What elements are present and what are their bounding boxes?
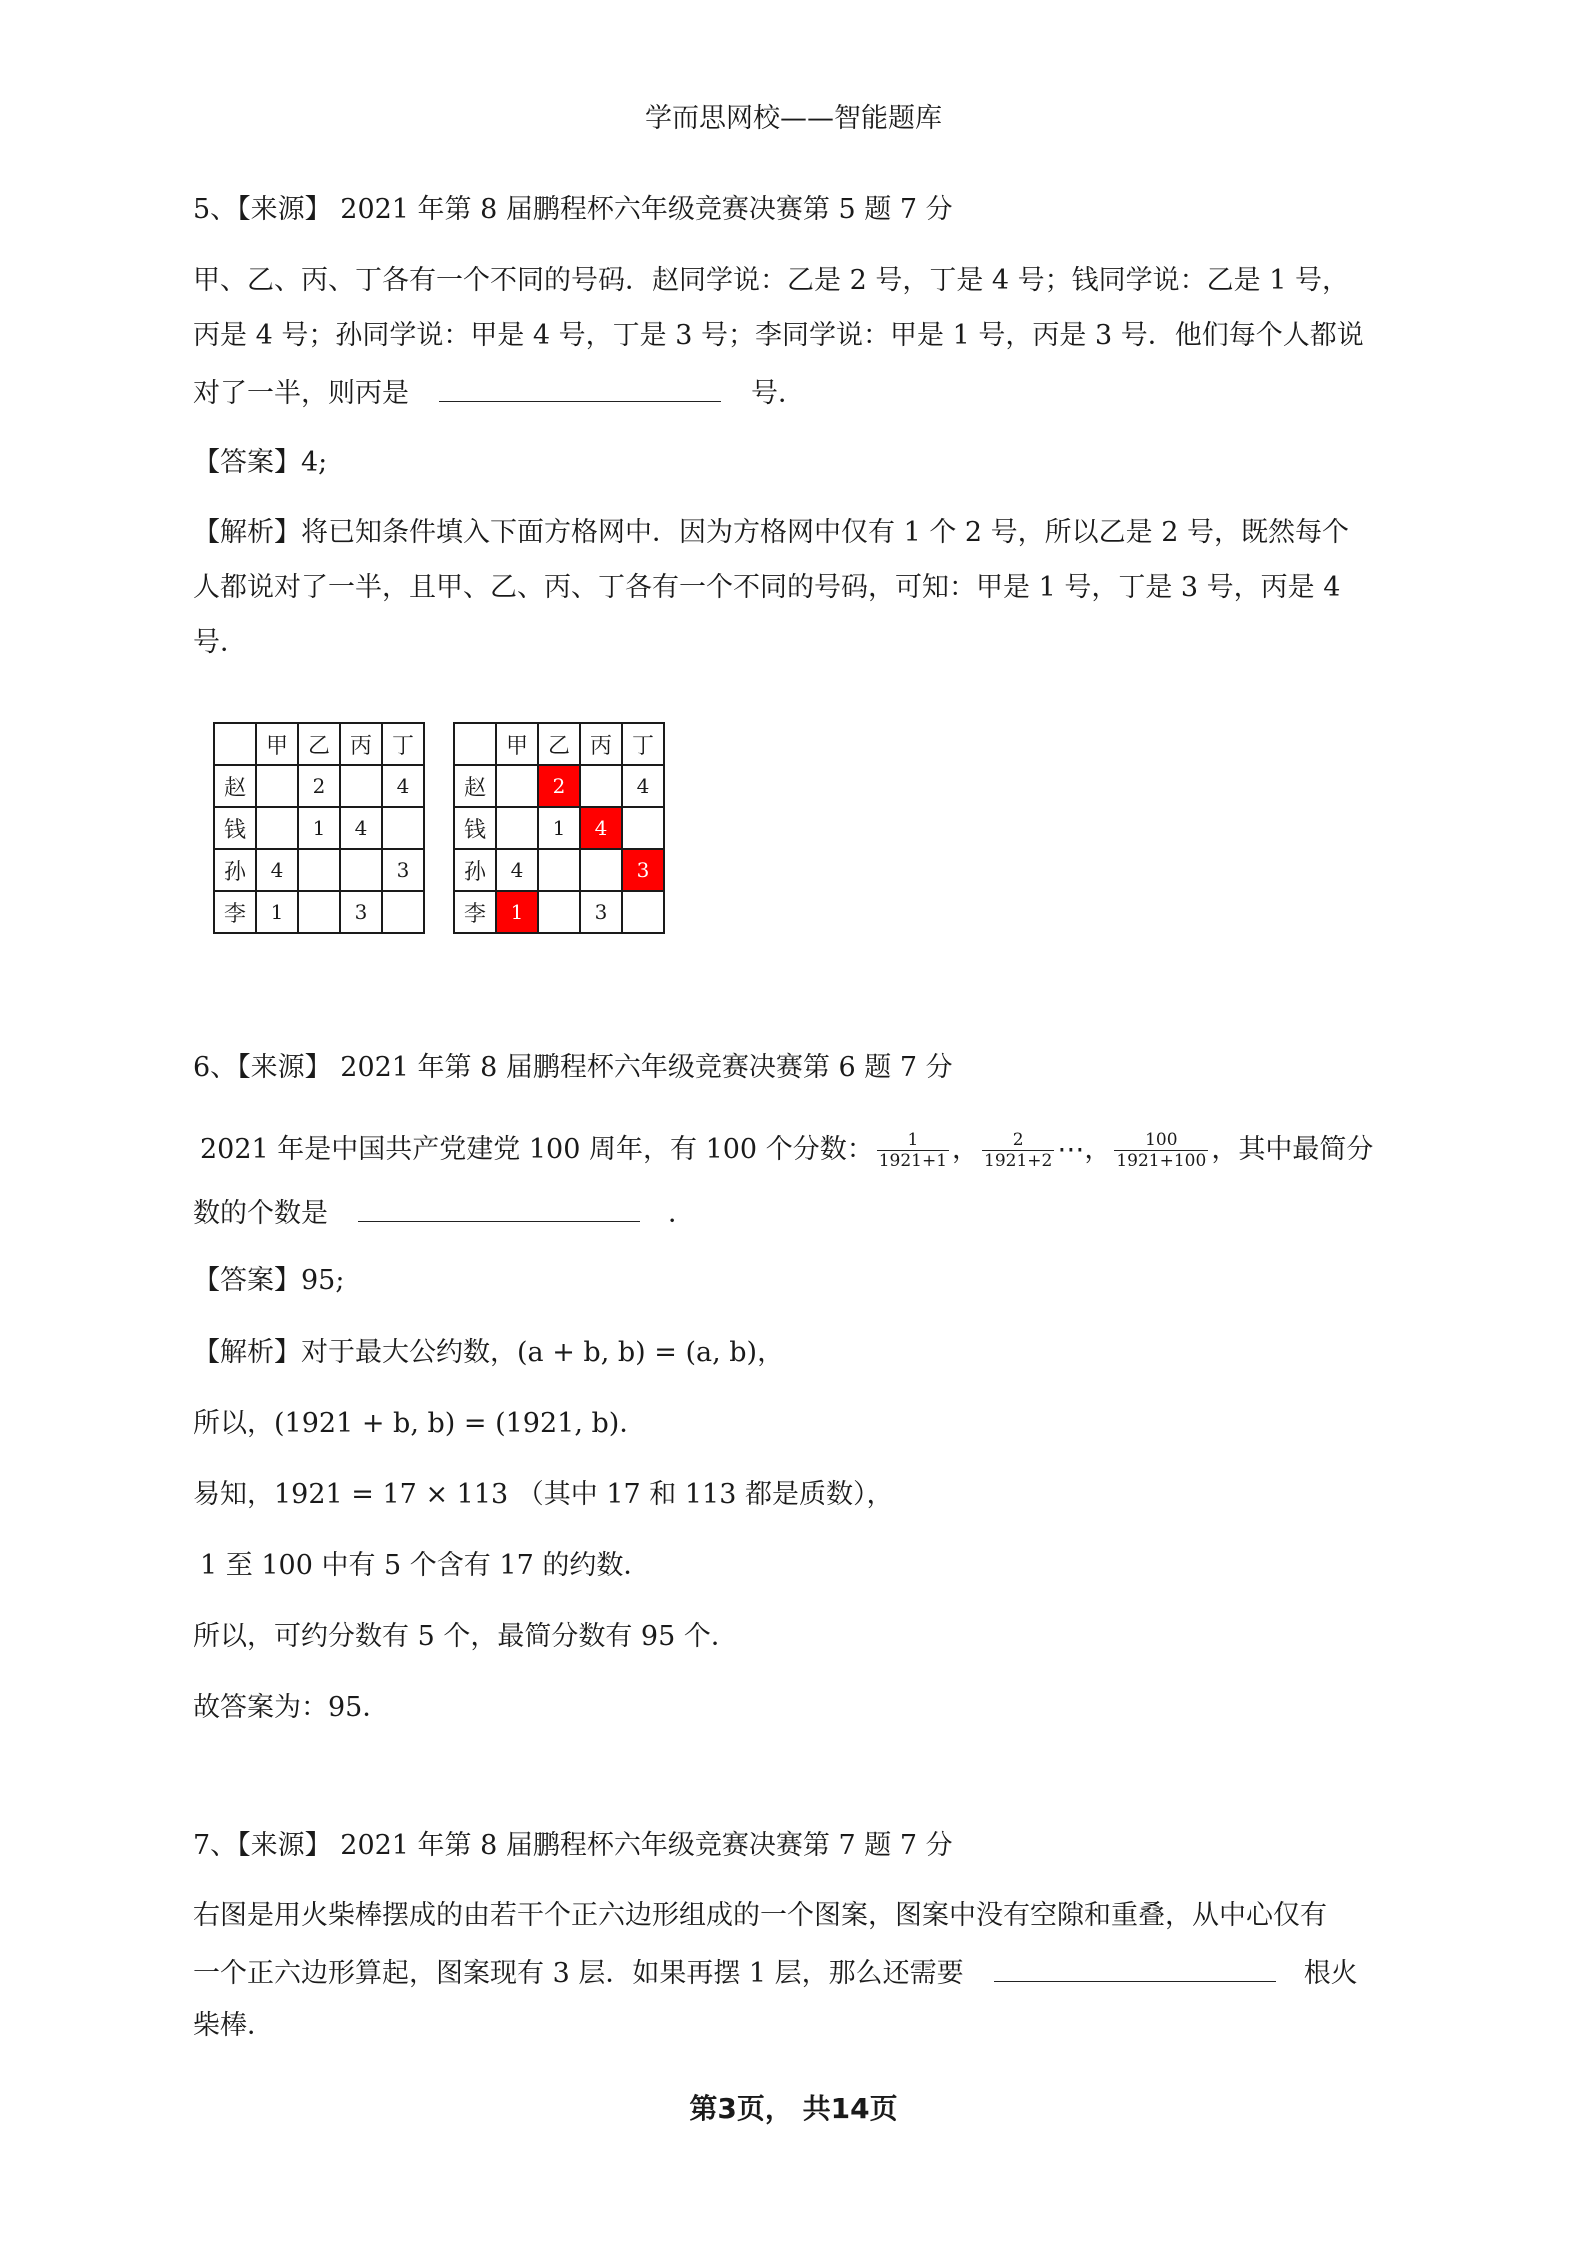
grid-cell: 4: [622, 765, 664, 807]
q6-stem-line2: [193, 1193, 695, 1232]
q7-heading: 7、【来源】 2021 年第 8 届鹏程杯六年级竞赛决赛第 7 题 7 分: [193, 1830, 953, 1861]
grid-header-row: [214, 723, 424, 765]
grid-row: [214, 849, 424, 891]
grid-cell: 2: [298, 765, 340, 807]
grid-cell: [340, 765, 382, 807]
fraction-2-denominator: 1921+2: [984, 1151, 1053, 1171]
q7-answer-blank: [994, 1953, 1276, 1982]
grid-row: [214, 891, 424, 933]
q6-analysis-line6: 故答案为：95．: [193, 1692, 390, 1723]
q6-stem-text: 2021 年是中国共产党建党 100 周年，有 100 个分数：: [200, 1134, 874, 1165]
q6-analysis-line2: 所以，(1921 + b, b) = (1921, b)．: [193, 1408, 647, 1439]
separator: ⋯，: [1057, 1134, 1112, 1165]
grid-cell-highlighted: 4: [580, 807, 622, 849]
grid-cell: 4: [256, 849, 298, 891]
q7-stem-line2: [193, 1953, 1358, 1992]
grid-column-header: 丙: [340, 723, 382, 765]
grid-row: [454, 765, 664, 807]
q6-analysis-line3: 易知，1921 = 17 × 113 （其中 17 和 113 都是质数），: [193, 1479, 894, 1510]
grid-cell: [340, 849, 382, 891]
fraction-3: [1114, 1130, 1208, 1171]
condition-grid: [213, 722, 425, 934]
grid-row-header: 孙: [214, 849, 256, 891]
q6-stem-text-end: ，其中最简分: [1211, 1134, 1374, 1165]
grid-row-header: 李: [454, 891, 496, 933]
grid-cell: [298, 891, 340, 933]
grid-column-header: 丁: [382, 723, 424, 765]
grid-cell: [256, 765, 298, 807]
fraction-3-denominator: 1921+100: [1116, 1151, 1207, 1171]
fraction-3-numerator: 100: [1145, 1130, 1178, 1150]
grid-column-header: 丙: [580, 723, 622, 765]
grid-cell: [496, 807, 538, 849]
q5-answer: 【答案】4;: [193, 447, 328, 478]
q5-stem-line3-text: 对了一半，则丙是: [193, 378, 409, 409]
q6-analysis-line4: 1 至 100 中有 5 个含有 17 的约数．: [200, 1550, 651, 1581]
q6-stem-line2-end: ．: [668, 1198, 695, 1229]
grid-cell: [382, 807, 424, 849]
grid-cell: 4: [496, 849, 538, 891]
grid-row: [454, 849, 664, 891]
solution-grid: [453, 722, 665, 934]
grid-cell: [382, 891, 424, 933]
grid-row-header: 钱: [454, 807, 496, 849]
grid-header-row: [454, 723, 664, 765]
grid-cell: [496, 765, 538, 807]
grid-row-header: 赵: [214, 765, 256, 807]
fraction-1: [877, 1130, 949, 1171]
grid-row: [454, 891, 664, 933]
q5-stem-line1: 甲、乙、丙、丁各有一个不同的号码．赵同学说：乙是 2 号，丁是 4 号；钱同学说：乙是 1 号，: [193, 265, 1350, 296]
grid-column-header: 甲: [256, 723, 298, 765]
q5-analysis-line2: 人都说对了一半，且甲、乙、丙、丁各有一个不同的号码，可知：甲是 1 号，丁是 3 号，丙是 4: [193, 572, 1341, 603]
grid-cell: 3: [382, 849, 424, 891]
grid-cell-highlighted: 2: [538, 765, 580, 807]
grid-row-header: 赵: [454, 765, 496, 807]
q6-analysis-line1: 【解析】对于最大公约数，(a + b, b) = (a, b)，: [193, 1337, 785, 1368]
grid-cell-highlighted: 3: [622, 849, 664, 891]
q6-analysis-line5: 所以，可约分数有 5 个，最简分数有 95 个．: [193, 1621, 738, 1652]
grid-cell: [622, 891, 664, 933]
fraction-2-numerator: 2: [1012, 1130, 1024, 1150]
grid-cell: 1: [256, 891, 298, 933]
q6-stem-line2-text: 数的个数是: [193, 1198, 328, 1229]
q7-stem-line3: 柴棒．: [193, 2010, 274, 2041]
grid-column-header: 丁: [622, 723, 664, 765]
q5-stem-line2: 丙是 4 号；孙同学说：甲是 4 号，丁是 3 号；李同学说：甲是 1 号，丙是 3 号．他们每个人都说: [193, 320, 1364, 351]
grid-row: [214, 807, 424, 849]
q6-answer-blank: [358, 1193, 640, 1222]
fraction-2: [982, 1130, 1054, 1171]
grid-cell: [538, 891, 580, 933]
fraction-1-numerator: 1: [907, 1130, 919, 1150]
grid-column-header: 乙: [538, 723, 580, 765]
grid-column-header: 甲: [496, 723, 538, 765]
grid-cell: [580, 849, 622, 891]
grid-cell: [580, 765, 622, 807]
q7-stem-line2-end: 根火: [1303, 1958, 1358, 1989]
q6-heading: 6、【来源】 2021 年第 8 届鹏程杯六年级竞赛决赛第 6 题 7 分: [193, 1052, 953, 1083]
separator: ，: [952, 1134, 980, 1165]
grid-row: [214, 765, 424, 807]
grid-cell-highlighted: 1: [496, 891, 538, 933]
grid-cell: 1: [538, 807, 580, 849]
q7-stem-line2-text: 一个正六边形算起，图案现有 3 层．如果再摆 1 层，那么还需要: [193, 1958, 964, 1989]
grid-cell: 4: [340, 807, 382, 849]
grid-row-header: 钱: [214, 807, 256, 849]
fraction-1-denominator: 1921+1: [878, 1151, 948, 1171]
grid-cell: [622, 807, 664, 849]
page-header: 学而思网校——智能题库: [645, 103, 942, 134]
grid-row-header: 李: [214, 891, 256, 933]
grid-corner-cell: [454, 723, 496, 765]
q7-stem-line1: 右图是用火柴棒摆成的由若干个正六边形组成的一个图案，图案中没有空隙和重叠，从中心仅有: [193, 1900, 1327, 1931]
q5-analysis-line3: 号．: [193, 627, 247, 658]
page-footer: 第3页， 共14页: [689, 2092, 898, 2125]
q6-answer: 【答案】95;: [193, 1265, 345, 1296]
grid-cell: [298, 849, 340, 891]
grid-cell: 1: [298, 807, 340, 849]
q5-stem-line3: [193, 373, 805, 412]
grid-cell: 3: [340, 891, 382, 933]
q5-answer-blank: [439, 373, 721, 402]
q5-heading: 5、【来源】 2021 年第 8 届鹏程杯六年级竞赛决赛第 5 题 7 分: [193, 194, 953, 225]
grid-cell: 4: [382, 765, 424, 807]
grid-cell: [538, 849, 580, 891]
grid-cell: [256, 807, 298, 849]
q5-analysis-line1: 【解析】将已知条件填入下面方格网中．因为方格网中仅有 1 个 2 号，所以乙是 2 号，既然每个: [193, 517, 1350, 548]
q5-stem-line3-end: 号．: [751, 378, 805, 409]
grid-cell: 3: [580, 891, 622, 933]
grid-row: [454, 807, 664, 849]
grid-column-header: 乙: [298, 723, 340, 765]
grid-row-header: 孙: [454, 849, 496, 891]
q6-stem-line1: [200, 1128, 1373, 1172]
grid-corner-cell: [214, 723, 256, 765]
